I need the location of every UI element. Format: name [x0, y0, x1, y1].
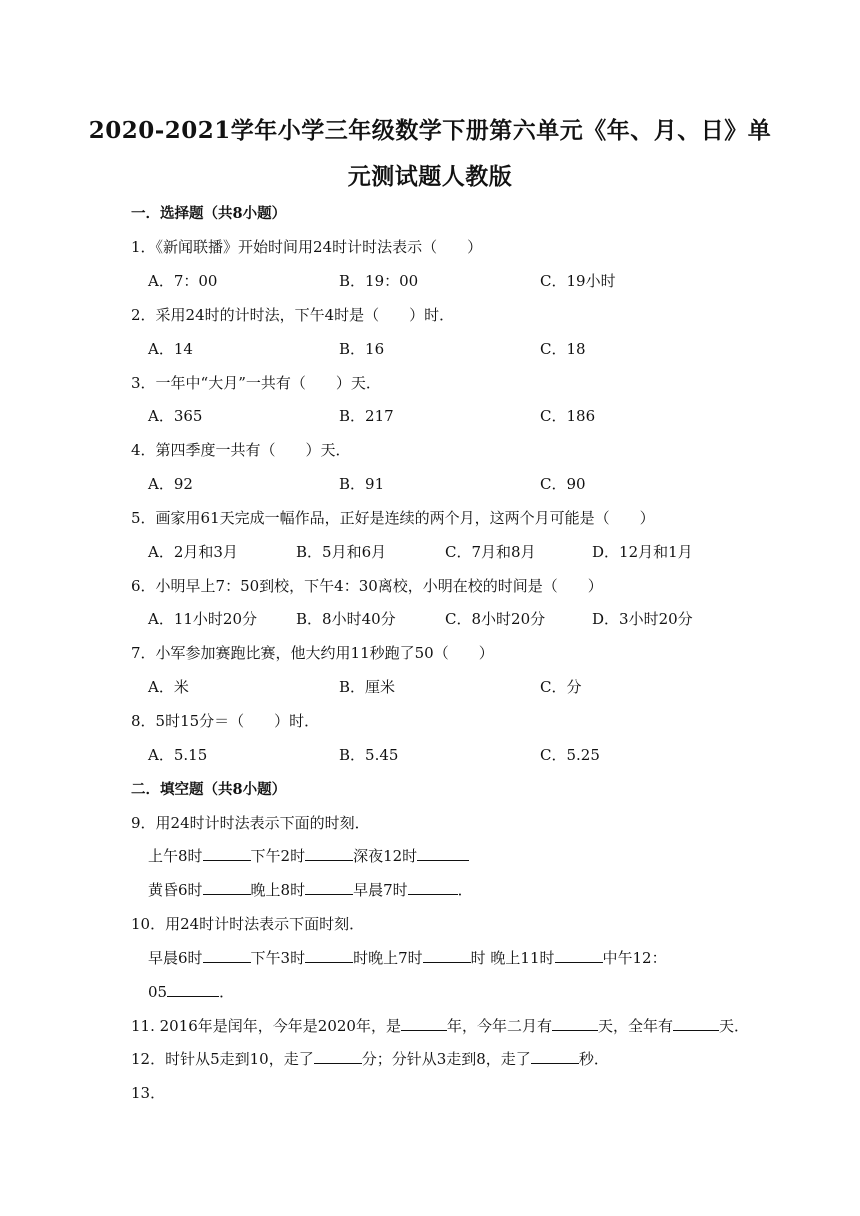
q10-row-2	[148, 981, 234, 1002]
answer-blank[interactable]	[673, 1016, 719, 1031]
q6-option-a: A．11小时20分	[148, 610, 258, 628]
q9-item-3: 深夜12时	[353, 847, 418, 865]
q6-option-c: C．8小时20分	[445, 610, 546, 628]
q1-option-c: C．19小时	[540, 272, 616, 290]
question-12	[131, 1048, 609, 1069]
answer-blank[interactable]	[203, 880, 251, 895]
answer-blank[interactable]	[203, 846, 251, 861]
answer-blank[interactable]	[305, 880, 353, 895]
answer-blank[interactable]	[555, 948, 603, 963]
document-title-line-2: 元测试题人教版	[347, 163, 513, 190]
question-13: 13．	[131, 1084, 166, 1102]
q10-item-3: 时晚上7时	[353, 949, 423, 967]
q11-text-4: 天．	[719, 1017, 750, 1035]
question-6: 6．小明早上7：50到校，下午4：30离校，小明在校的时间是（ ）	[131, 577, 603, 595]
q9-item-4: 黄昏6时	[148, 881, 203, 899]
answer-blank[interactable]	[552, 1016, 598, 1031]
q8-option-c: C．5.25	[540, 746, 600, 764]
q12-text-3: 秒．	[578, 1050, 609, 1068]
question-11	[131, 1015, 749, 1036]
question-10: 10．用24时计时法表示下面时刻．	[131, 915, 365, 933]
section-heading-choice: 一．选择题（共8小题）	[131, 205, 287, 222]
period: ．	[219, 983, 235, 1001]
question-9: 9．用24时计时法表示下面的时刻．	[131, 814, 370, 832]
q9-row-1	[148, 845, 469, 866]
q8-option-a: A．5.15	[148, 746, 208, 764]
question-7: 7．小军参加赛跑比赛，他大约用11秒跑了50（ ）	[131, 644, 494, 662]
q8-option-b: B．5.45	[339, 746, 399, 764]
q12-text-2: 分；分针从3走到8，走了	[361, 1050, 531, 1068]
q5-option-d: D．12月和1月	[592, 543, 693, 561]
question-2: 2．采用24时的计时法，下午4时是（ ）时．	[131, 306, 455, 324]
q6-option-d: D．3小时20分	[592, 610, 693, 628]
answer-blank[interactable]	[408, 880, 458, 895]
q7-option-a: A．米	[148, 678, 189, 696]
question-8: 8．5时15分＝（ ）时．	[131, 712, 320, 730]
q7-option-b: B．厘米	[339, 678, 396, 696]
q9-row-2	[148, 879, 473, 900]
answer-blank[interactable]	[314, 1049, 362, 1064]
answer-blank[interactable]	[305, 846, 353, 861]
answer-blank[interactable]	[401, 1016, 447, 1031]
q5-option-b: B．5月和6月	[296, 543, 387, 561]
answer-blank[interactable]	[417, 846, 469, 861]
q5-option-c: C．7月和8月	[445, 543, 536, 561]
q4-option-c: C．90	[540, 475, 586, 493]
q1-option-a: A．7：00	[148, 272, 218, 290]
question-3: 3．一年中“大月”一共有（ ）天．	[131, 374, 381, 392]
section-heading-fill-in: 二．填空题（共8小题）	[131, 781, 287, 798]
q5-option-a: A．2月和3月	[148, 543, 238, 561]
answer-blank[interactable]	[203, 948, 251, 963]
period: ．	[457, 881, 473, 899]
q7-option-c: C．分	[540, 678, 582, 696]
q11-text-1: 11. 2016年是闰年，今年是2020年，是	[131, 1017, 401, 1035]
question-1: 1．《新闻联播》开始时间用24时计时法表示（ ）	[131, 238, 483, 256]
document-title-line-1: 2020-2021学年小学三年级数学下册第六单元《年、月、日》单	[88, 117, 772, 144]
q9-item-1: 上午8时	[148, 847, 203, 865]
question-5: 5．画家用61天完成一幅作品，正好是连续的两个月，这两个月可能是（ ）	[131, 509, 655, 527]
q11-text-2: 年，今年二月有	[446, 1017, 552, 1035]
q4-option-b: B．91	[339, 475, 385, 493]
q2-option-c: C．18	[540, 340, 586, 358]
q10-row-1	[148, 947, 667, 968]
q10-item-5: 中午12：	[602, 949, 667, 967]
q2-option-b: B．16	[339, 340, 385, 358]
answer-blank[interactable]	[305, 948, 353, 963]
q3-option-a: A．365	[148, 407, 203, 425]
q9-item-6: 早晨7时	[353, 881, 408, 899]
q3-option-c: C．186	[540, 407, 596, 425]
q2-option-a: A．14	[148, 340, 193, 358]
q11-text-3: 天，全年有	[598, 1017, 674, 1035]
q4-option-a: A．92	[148, 475, 193, 493]
q9-item-5: 晚上8时	[250, 881, 306, 899]
q3-option-b: B．217	[339, 407, 394, 425]
q10-item-4: 时 晚上11时	[470, 949, 555, 967]
q9-item-2: 下午2时	[250, 847, 306, 865]
answer-blank[interactable]	[167, 982, 219, 997]
q1-option-b: B．19：00	[339, 272, 419, 290]
answer-blank[interactable]	[423, 948, 471, 963]
q10-item-2: 下午3时	[250, 949, 306, 967]
answer-blank[interactable]	[531, 1049, 579, 1064]
q6-option-b: B．8小时40分	[296, 610, 396, 628]
q10-item-1: 早晨6时	[148, 949, 203, 967]
question-4: 4．第四季度一共有（ ）天．	[131, 441, 351, 459]
q10-item-6: 05	[148, 983, 168, 1001]
q12-text-1: 12．时针从5走到10，走了	[131, 1050, 314, 1068]
